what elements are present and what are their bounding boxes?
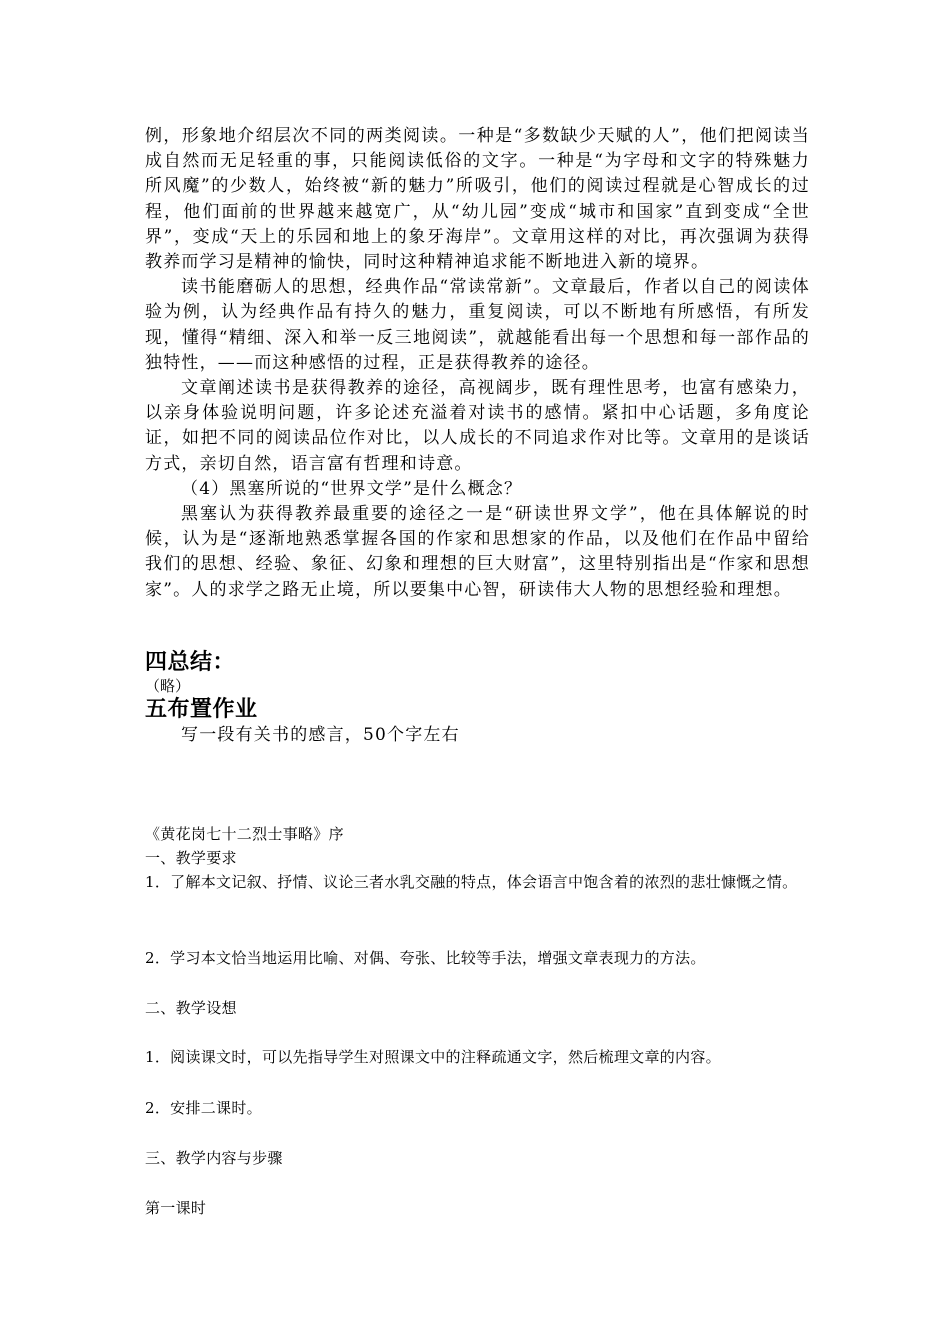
summary-section (145, 650, 810, 696)
design-item-2: 2．安排二课时。 (145, 1099, 262, 1117)
main-text-block (145, 124, 810, 603)
section-2-block (145, 996, 810, 1020)
second-document (145, 822, 810, 894)
requirement-item-2-block (145, 946, 810, 970)
homework-body: 写一段有关书的感言，50个字左右 (181, 725, 460, 745)
lesson-1-label: 第一课时 (145, 1199, 207, 1217)
section-heading-requirements: 一、教学要求 (145, 849, 237, 867)
paragraph-world-literature: 黑塞认为获得教养最重要的途径之一是“研读世界文学”，他在具体解说的时候，认为是“逐渐地熟悉掌握各国的作家和思想家的作品，以及他们在作品中留给我们的思想、经验、象征、幻象和理想的巨大财富”，这里特别指出是“作家和思想家”。人的求学之路无止境，所以要集中心智，研读伟大人物的思想经验和理想。 (145, 504, 810, 600)
paragraph-classics: 读书能磨砺人的思想，经典作品“常读常新”。文章最后，作者以自己的阅读体验为例，认为经典作品有持久的魅力，重复阅读，可以不断地有所感悟，有所发现，懂得“精细、深入和举一反三地阅读”，就越能看出每一个思想和每一部作品的独特性，——而这种感悟的过程，正是获得教养的途径。 (145, 277, 810, 373)
requirement-item-1: 1．了解本文记叙、抒情、议论三者水乳交融的特点，体会语言中饱含着的浓烈的悲壮慷慨之情。 (145, 873, 798, 891)
design-item-1: 1．阅读课文时，可以先指导学生对照课文中的注释疏通文字，然后梳理文章的内容。 (145, 1048, 721, 1066)
doc-title: 《黄花岗七十二烈士事略》序 (145, 825, 344, 843)
paragraph-analysis: 文章阐述读书是获得教养的途径，高视阔步，既有理性思考，也富有感染力，以亲身体验说明问题，许多论述充溢着对读书的感情。紧扣中心话题，多角度论证，如把不同的阅读品位作对比，以人成长的不同追求作对比等。文章用的是谈话方式，亲切自然，语言富有哲理和诗意。 (145, 378, 810, 474)
homework-section (145, 697, 810, 748)
summary-heading: 四总结： (145, 650, 236, 675)
requirement-item-2: 2．学习本文恰当地运用比喻、对偶、夸张、比较等手法，增强文章表现力的方法。 (145, 949, 706, 967)
idea-1-block (145, 1045, 810, 1069)
idea-2-block (145, 1096, 810, 1120)
section-heading-design: 二、教学设想 (145, 999, 237, 1017)
section-3-block (145, 1146, 810, 1170)
lesson-1-block (145, 1196, 810, 1220)
paragraph-reading-types: 例，形象地介绍层次不同的两类阅读。一种是“多数缺少天赋的人”，他们把阅读当成自然而无足轻重的事，只能阅读低俗的文字。一种是“为字母和文字的特殊魅力所风魔”的少数人，始终被“新的魅力”所吸引，他们的阅读过程就是心智成长的过程，他们面前的世界越来越宽广，从“幼儿园”变成“城市和国家”直到变成“全世界”，变成“天上的乐园和地上的象牙海岸”。文章用这样的对比，再次强调为获得教养而学习是精神的愉快，同时这种精神追求能不断地进入新的境界。 (145, 126, 810, 273)
question-world-literature: （4）黑塞所说的“世界文学”是什么概念？ (181, 478, 523, 499)
summary-body: （略） (145, 677, 191, 695)
homework-heading: 五布置作业 (145, 697, 258, 722)
section-heading-content: 三、教学内容与步骤 (145, 1149, 283, 1167)
